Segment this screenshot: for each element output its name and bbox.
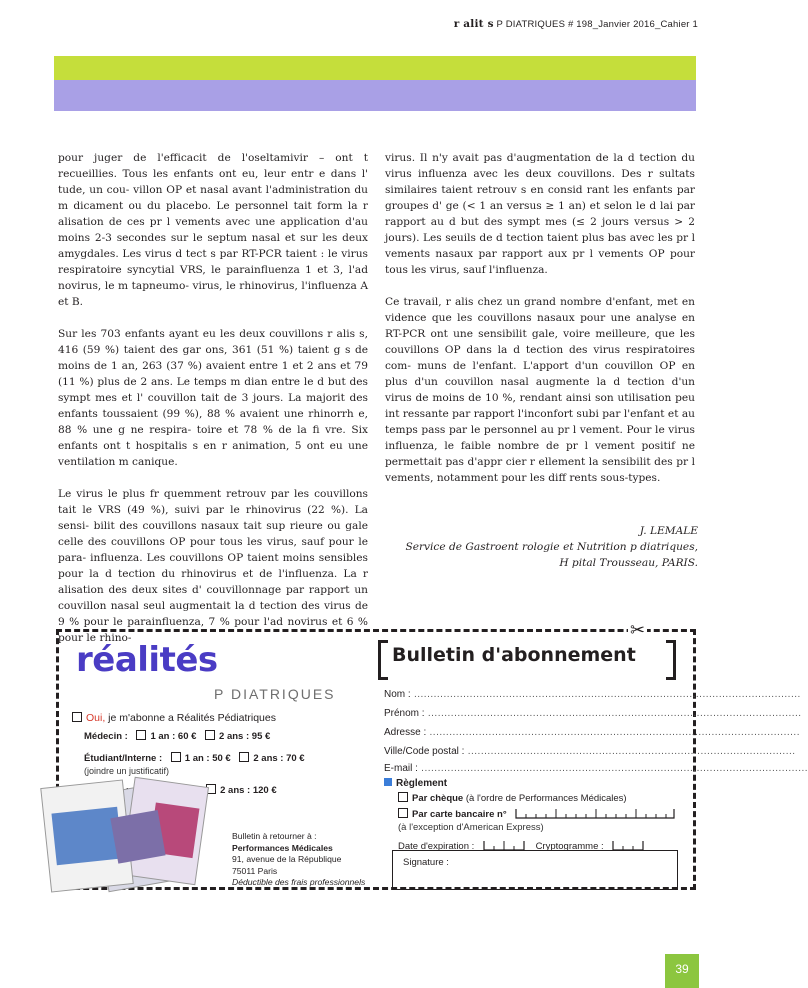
address-field[interactable]: Adresse : ................................................................................................................. — [384, 727, 800, 738]
card-note: (à l'exception d'American Express) — [398, 822, 544, 833]
card-number-boxes[interactable] — [515, 808, 675, 819]
journal-name: r alit s — [453, 18, 494, 30]
email-field[interactable]: E-mail : ...................................................................................................................... — [384, 763, 808, 774]
rate-medecin: Médecin : 1 an : 60 € 2 ans : 95 € — [84, 731, 271, 742]
signature-box[interactable] — [392, 850, 678, 890]
rate-etudiant: Étudiant/Interne : 1 an : 50 € 2 ans : 70 € — [84, 753, 305, 764]
paragraph: pour juger de l'efficacit de l'oseltamivir – ont t recueillies. Tous les enfants ont eu, leur entr e dans l' tude, un cou- villon OP et nasal avant l'administration du m dicament ou du placebo. Le personnel tait form la r alisation de ces pr l vements avec une application d'au moins 2-3 secondes sur le septum nasal et sur les deux amygdales. Les virus d tect s par RT-PCR taient : le virus respiratoire syncytial VRS, le parainfluenza 1 et 3, l'ad novirus, le m tapneumo- virus, le rhinovirus, l'influenza A et B. — [58, 152, 368, 308]
author-affiliation: H pital Trousseau, PARIS. — [559, 557, 698, 569]
header-band-green — [54, 56, 696, 80]
pay-cheque-option[interactable]: Par chèque (à l'ordre de Performances Médicales) — [398, 792, 627, 804]
square-bullet-icon — [384, 778, 392, 786]
rate-etranger: 2 ans : 120 € — [84, 784, 277, 796]
author-name: J. LEMALE — [639, 525, 698, 537]
checkbox-icon[interactable] — [171, 752, 181, 762]
header-band-purple — [54, 80, 696, 111]
city-zip-field[interactable]: Ville/Code postal : .................................................................................................... — [384, 746, 796, 757]
cryptogram-label: Cryptogramme : — [535, 841, 604, 852]
subscribe-option[interactable]: Oui, je m'abonne a Réalités Pédiatriques — [72, 712, 276, 724]
expiration-date-field[interactable]: Date d'expiration : Cryptogramme : — [398, 840, 644, 852]
article-column-left — [58, 150, 368, 662]
name-field[interactable]: Nom : ...................................................................................................................... — [384, 689, 801, 700]
firstname-field[interactable]: Prénom : .................................................................................................................. — [384, 708, 802, 719]
title-bracket-right — [666, 640, 676, 680]
page-number: 39 — [665, 954, 699, 988]
paragraph: Ce travail, r alis chez un grand nombre d'enfant, met en vidence que les couvillons nasaux pour une analyse en RT-PCR ont une sensibilit gale, voire meilleure, que les couvillons OP dans la d tection des virus respiratoires com- muns de l'enfant. L'apport d'un couvillon OP en plus d'un couvillon nasal augmente la d tection d'un virus de moins de 10 %, rendant ainsi son utilisation peu int ressante par rapport l'inconfort subi par l'enfant et au temps pass par le personnel au pr l vement. Pour le virus influenza, le faible nombre de pr l vement positif ne permettait pas d'appr cier r ellement la sensibilit des pr l vements, notamment pour les diff rents sous-types. — [385, 296, 695, 484]
payment-heading: Règlement — [384, 778, 447, 789]
magazine-covers-image — [40, 770, 220, 890]
realites-logo: réalités — [76, 640, 218, 680]
signature-label: Signature : — [403, 857, 449, 868]
scissors-icon: ✂ — [630, 620, 646, 641]
checkbox-icon[interactable] — [239, 752, 249, 762]
checkbox-icon[interactable] — [205, 730, 215, 740]
pay-card-option[interactable]: Par carte bancaire n° — [398, 808, 675, 820]
checkbox-icon[interactable] — [72, 712, 82, 722]
paragraph: Sur les 703 enfants ayant eu les deux couvillons r alis s, 416 (59 %) taient des gar ons, 361 (51 %) taient g s de moins de 1 an, 263 (37 %) avaient entre 1 et 2 ans et 79 (11 %) plus de 2 ans. Le temps m dian entre le d but des sympt mes et l' couvillon tait de 3 jours. La majorit des enfants toussaient (99 %), 88 % avaient une rhinorrh e, 88 % une g ne respira- toire et 78 % de la fi vre. Six enfants ont t hospitalis s en r animation, 5 ont eu une ventilation m canique. — [58, 328, 368, 468]
checkbox-icon[interactable] — [398, 792, 408, 802]
rate-note: (joindre un justificatif) — [84, 766, 170, 776]
paragraph: virus. Il n'y avait pas d'augmentation de la d tection du virus influenza avec les deux couvillons. Des r sultats similaires taient retrouv s en consid rant les enfants par groupes d' ge (< 1 an versus ≥ 1 an) et selon le d lai par rapport au d but des sympt mes (≤ 2 jours versus > 2 jours). Les seuils de d tection taient plus bas avec les pr l vements nasaux par rapport aux pr l vements OP pour tous les virus, sauf l'influenza. — [385, 152, 695, 276]
checkbox-icon[interactable] — [398, 808, 408, 818]
author-affiliation: Service de Gastroent rologie et Nutrition p diatriques, — [405, 541, 698, 553]
logo-subtitle: P DIATRIQUES — [214, 686, 336, 702]
issue-info: P DIATRIQUES # 198_Janvier 2016_Cahier 1 — [496, 19, 698, 30]
paragraph: Le virus le plus fr quemment retrouv par les couvillons tait le VRS (49 %), suivi par le rhinovirus (22 %). La sensi- bilit des couvillons nasaux tait sup rieure ou gale celle des couvillons OP pour tous les virus, sauf pour le para- influenza. Les couvillons OP taient moins sensibles pour la d tection du rhinovirus et de l'influenza. La r alisation des deux sites d' couvillonnage par rapport un couvillon nasal seul augmentait la d tection des virus de 9 % pour le parainfluenza, 7 % pour l'ad novirus et 6 % pour le rhino- — [58, 488, 368, 644]
checkbox-icon[interactable] — [136, 730, 146, 740]
running-head — [454, 18, 698, 30]
author-signature — [405, 523, 698, 571]
return-address: Bulletin à retourner à : Performances Médicales 91, avenue de la République 75011 Paris Déductible des frais professionnels — [232, 831, 366, 887]
bulletin-title: Bulletin d'abonnement — [392, 644, 636, 666]
article-column-right — [385, 150, 695, 502]
